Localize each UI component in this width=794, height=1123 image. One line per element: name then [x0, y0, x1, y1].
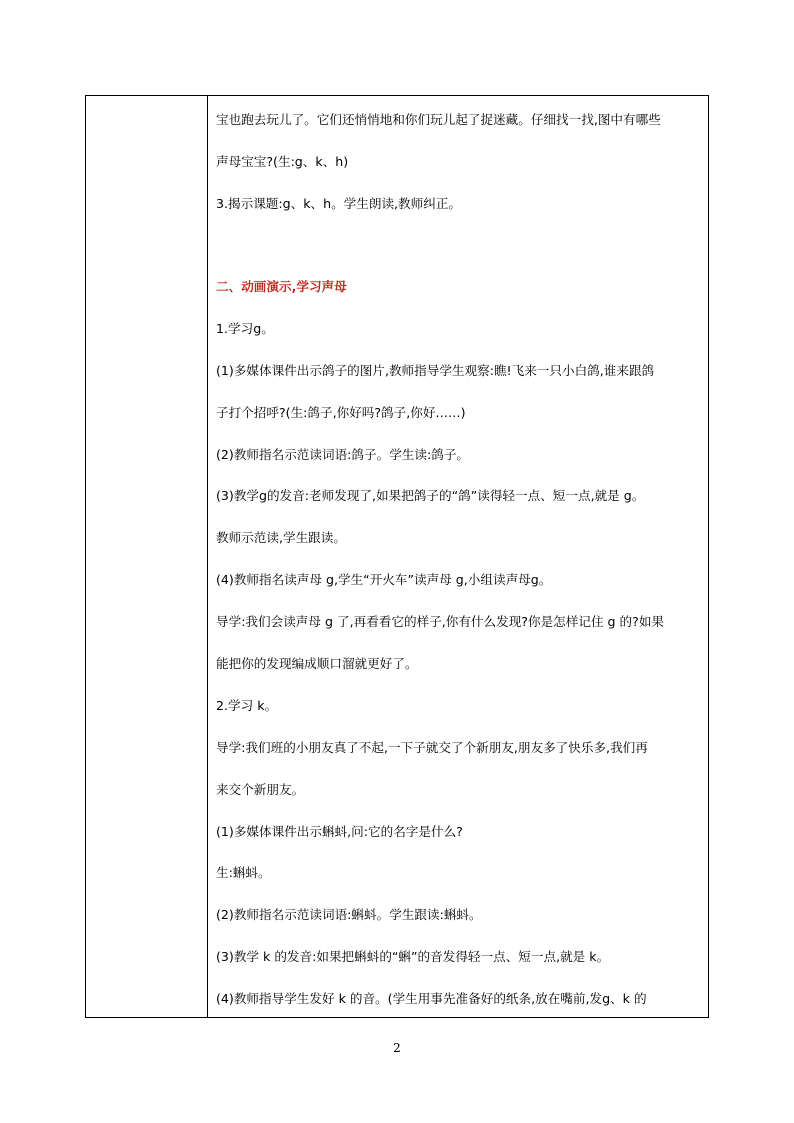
text-line: (2)教师指名示范读词语:鸽子。学生读:鸽子。: [216, 447, 470, 462]
text-line: (1)多媒体课件出示鸽子的图片,教师指导学生观察:瞧!飞来一只小白鸽,谁来跟鸽: [216, 363, 655, 378]
text-line: 导学:我们班的小朋友真了不起,一下子就交了个新朋友,朋友多了快乐多,我们再: [216, 740, 648, 755]
text-line: 能把你的发现编成顺口溜就更好了。: [216, 656, 418, 671]
text-line: (2)教师指名示范读词语:蝌蚪。学生跟读:蝌蚪。: [216, 907, 482, 922]
text-line: 3.揭示课题:g、k、h。学生朗读,教师纠正。: [216, 196, 462, 211]
text-line: (1)多媒体课件出示蝌蚪,问:它的名字是什么?: [216, 824, 463, 839]
text-line: (4)教师指名读声母 g,学生“开火车”读声母 g,小组读声母g。: [216, 572, 552, 587]
text-line: 教师示范读,学生跟读。: [216, 530, 346, 545]
text-line: 声母宝宝?(生:g、k、h): [216, 154, 349, 169]
lesson-plan-table: [85, 95, 709, 1018]
text-line: (3)教学 k 的发音:如果把蝌蚪的“蝌”的音发得轻一点、短一点,就是 k。: [216, 949, 610, 964]
table-column-divider: [207, 96, 208, 1017]
text-line: (3)教学g的发音:老师发现了,如果把鸽子的“鸽”读得轻一点、短一点,就是 g。: [216, 488, 645, 503]
text-line: 生:蝌蚪。: [216, 865, 271, 880]
page-number: 2: [393, 1041, 401, 1055]
text-line: 导学:我们会读声母 g 了,再看看它的样子,你有什么发现?你是怎样记住 g 的?如果: [216, 614, 665, 629]
text-line: 来交个新朋友。: [216, 782, 305, 797]
text-line: 2.学习 k。: [216, 698, 278, 713]
text-line: 宝也跑去玩儿了。它们还悄悄地和你们玩儿起了捉迷藏。仔细找一找,图中有哪些: [216, 112, 661, 127]
text-line: 1.学习g。: [216, 321, 274, 336]
section-heading: 二、动画演示,学习声母: [216, 279, 347, 294]
text-line: (4)教师指导学生发好 k 的音。(学生用事先准备好的纸条,放在嘴前,发g、k 的: [216, 991, 647, 1006]
table-left-cell: [86, 96, 207, 1017]
table-content-cell: [216, 96, 704, 1017]
text-line: 子打个招呼?(生:鸽子,你好吗?鸽子,你好……): [216, 405, 466, 420]
